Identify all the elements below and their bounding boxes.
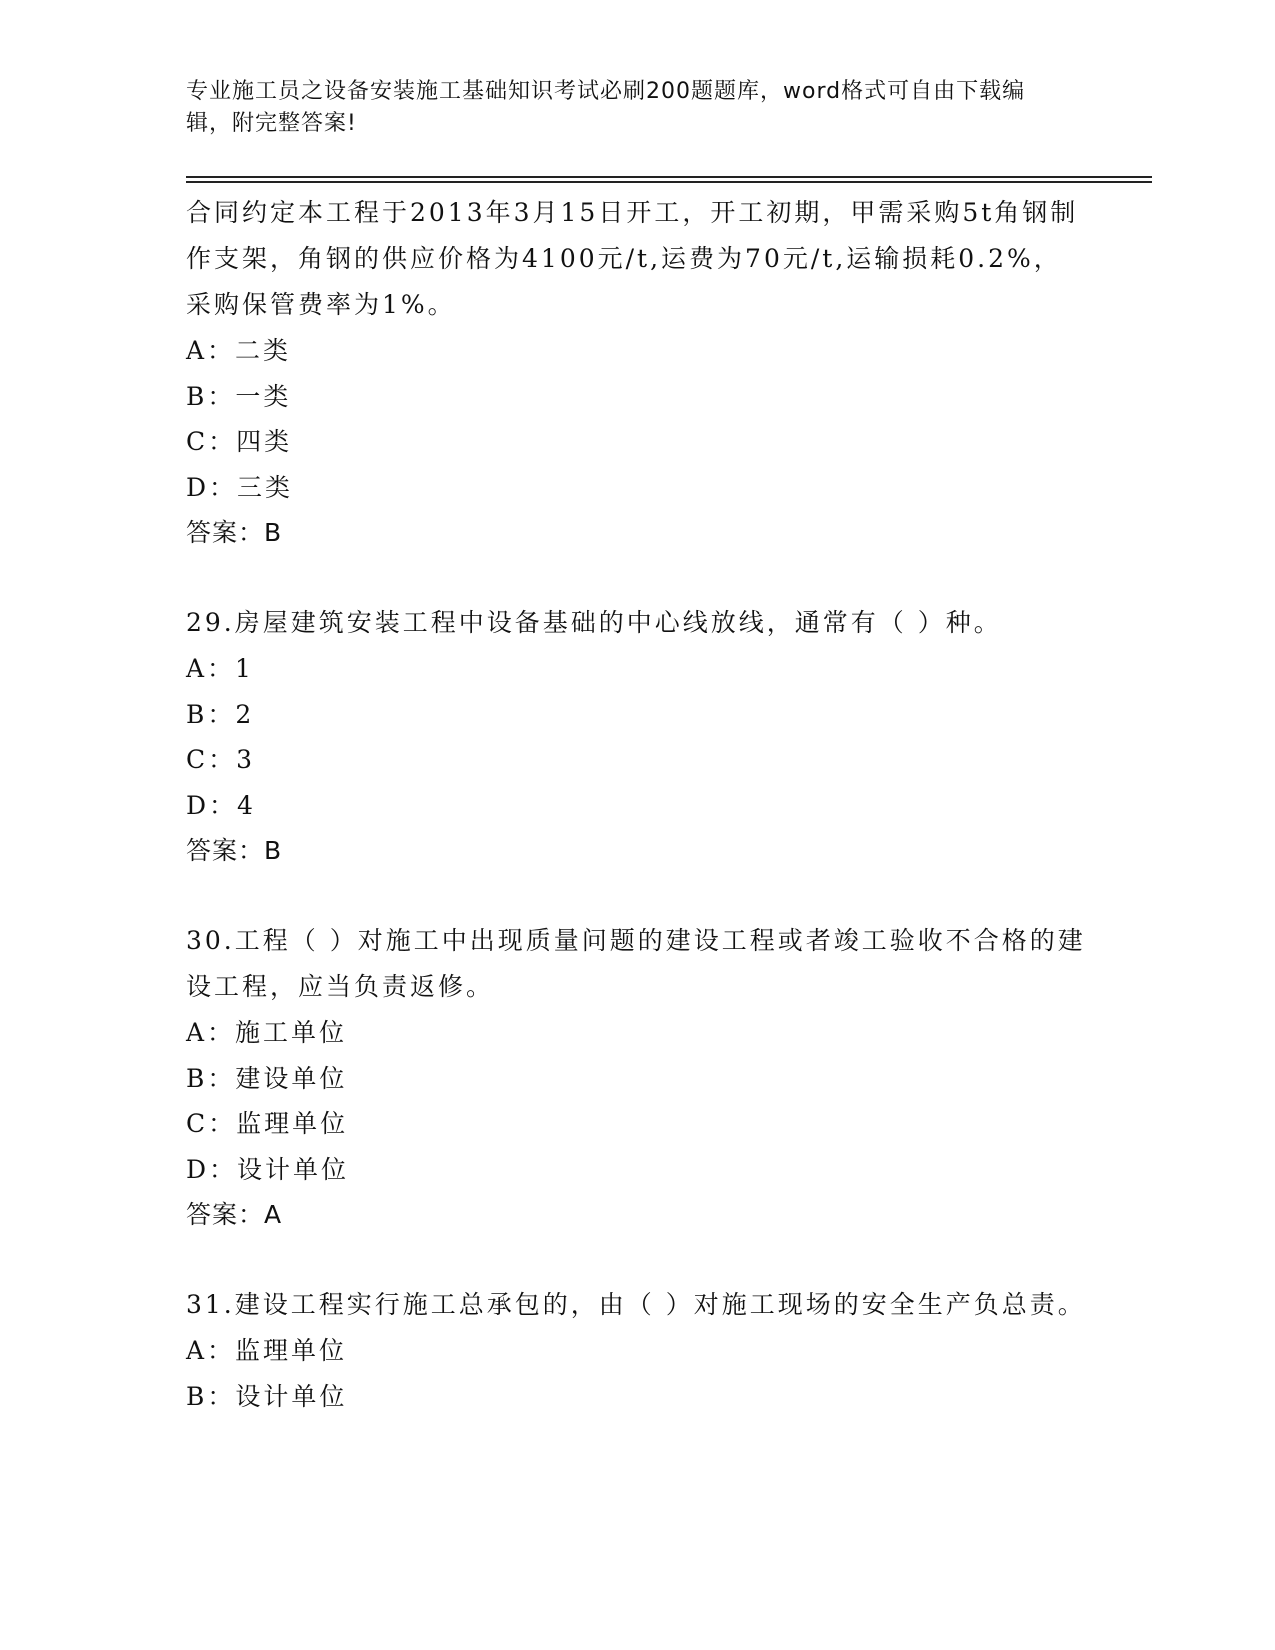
question-option-b: B：一类 — [186, 381, 292, 411]
question-answer: 答案：B — [186, 518, 283, 547]
question-item — [186, 918, 1086, 1238]
question-list — [186, 190, 1086, 1419]
question-stem: 29.房屋建筑安装工程中设备基础的中心线放线，通常有（ ）种。 — [186, 608, 1002, 637]
document-header-title: 专业施工员之设备安装施工基础知识考试必刷200题题库，word格式可自由下载编辑，附完整答案! — [186, 79, 1026, 136]
question-option-a: A：施工单位 — [186, 1018, 348, 1047]
question-item — [186, 600, 1086, 874]
question-stem: 合同约定本工程于2013年3月15日开工，开工初期，甲需采购5t角钢制作支架，角钢的供应价格为4100元/t,运费为70元/t,运输损耗0.2%，采购保管费率为1%。 — [186, 198, 1079, 319]
question-spacer — [186, 874, 1086, 918]
question-stem: 31.建设工程实行施工总承包的，由（ ）对施工现场的安全生产负总责。 — [186, 1290, 1086, 1319]
question-item — [186, 190, 1086, 556]
question-option-d: D：三类 — [186, 472, 294, 502]
question-option-c: C：四类 — [186, 427, 293, 456]
question-spacer — [186, 556, 1086, 600]
question-option-d: D：4 — [186, 790, 256, 820]
question-item — [186, 1282, 1086, 1419]
question-spacer — [186, 1238, 1086, 1282]
header-divider-bottom — [186, 181, 1152, 183]
question-option-b: B：建设单位 — [186, 1063, 348, 1093]
question-option-a: A：监理单位 — [186, 1336, 348, 1365]
question-option-d: D：设计单位 — [186, 1154, 350, 1184]
question-option-b: B：设计单位 — [186, 1381, 348, 1411]
question-stem: 30.工程（ ）对施工中出现质量问题的建设工程或者竣工验收不合格的建设工程，应当负责返修。 — [186, 926, 1086, 1001]
question-option-b: B：2 — [186, 699, 255, 729]
question-answer: 答案：B — [186, 836, 283, 865]
header-divider-top — [186, 176, 1152, 178]
question-answer: 答案：A — [186, 1200, 283, 1229]
question-option-c: C：监理单位 — [186, 1109, 349, 1138]
question-option-a: A：1 — [186, 654, 254, 683]
question-option-c: C：3 — [186, 745, 256, 774]
question-option-a: A：二类 — [186, 336, 292, 365]
